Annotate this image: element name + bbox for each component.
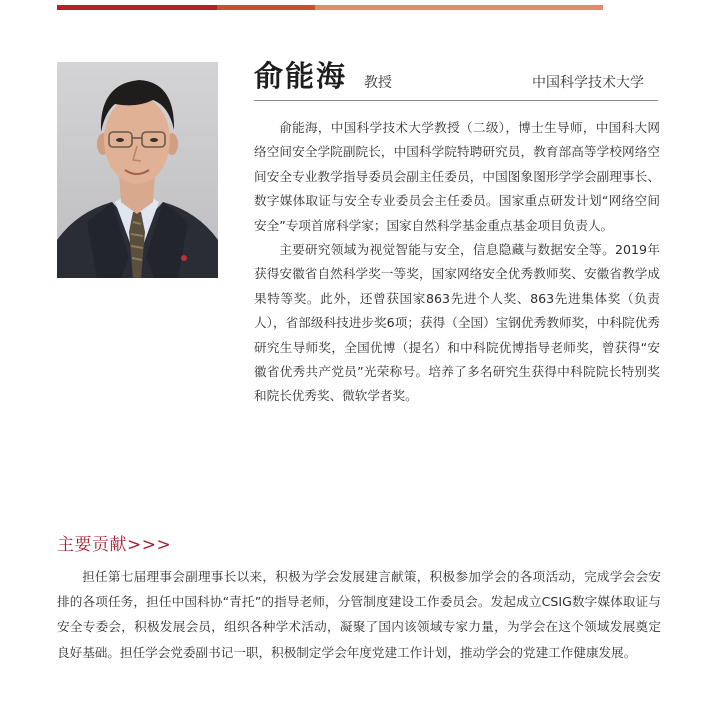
portrait-photo xyxy=(57,62,218,278)
bio-paragraph: 主要研究领域为视觉智能与安全，信息隐藏与数据安全等。2019年获得安徽省自然科学奖一等奖，国家网络安全优秀教师奖、安徽省教学成果特等奖。此外，还曾获国家863先进个人奖、863先进集体奖（负责人），省部级科技进步奖6项；获得（全国）宝钢优秀教师奖，中科院优秀研究生导师奖，全国优博（提名）和中科院优博指导老师奖，曾获得“安徽省优秀共产党员”光荣称号。培养了多名研究生获得中科院院长特别奖和院长优秀奖、微软学者奖。 xyxy=(254,242,660,404)
accent-segment-mid xyxy=(217,5,315,10)
person-title: 教授 xyxy=(364,75,392,91)
person-affiliation: 中国科学技术大学 xyxy=(532,75,644,91)
person-name: 俞能海 xyxy=(254,59,348,93)
accent-segment-dark xyxy=(57,5,217,10)
contributions-heading: 主要贡献>>> xyxy=(57,535,172,555)
contributions-paragraph: 担任第七届理事会副理事长以来，积极为学会发展建言献策，积极参加学会的各项活动，完成学会会安排的各项任务，担任中国科协“青托”的指导老师，分管制度建设工作委员会。发起成立CSIG数字媒体取证与安全专委会，积极发展会员，组织各种学术活动，凝聚了国内该领域专家力量，为学会在这个领域发展奠定良好基础。担任学会党委副书记一职，积极制定学会年度党建工作计划，推动学会的党建工作健康发展。 xyxy=(57,569,661,660)
top-accent-bar xyxy=(57,5,603,10)
profile-header xyxy=(254,52,658,101)
accent-segment-light xyxy=(315,5,603,10)
contributions-body xyxy=(57,564,661,665)
portrait-icon xyxy=(57,62,218,278)
bio-paragraph: 俞能海，中国科学技术大学教授（二级），博士生导师，中国科大网络空间安全学院副院长，中国科学院特聘研究员，教育部高等学校网络空间安全专业教学指导委员会副主任委员，中国图象图形学学会副理事长、数字媒体取证与安全专业委员会主任委员。国家重点研发计划“网络空间安全”专项首席科学家；国家自然科学基金重点基金项目负责人。 xyxy=(254,120,660,233)
biography xyxy=(254,116,660,409)
